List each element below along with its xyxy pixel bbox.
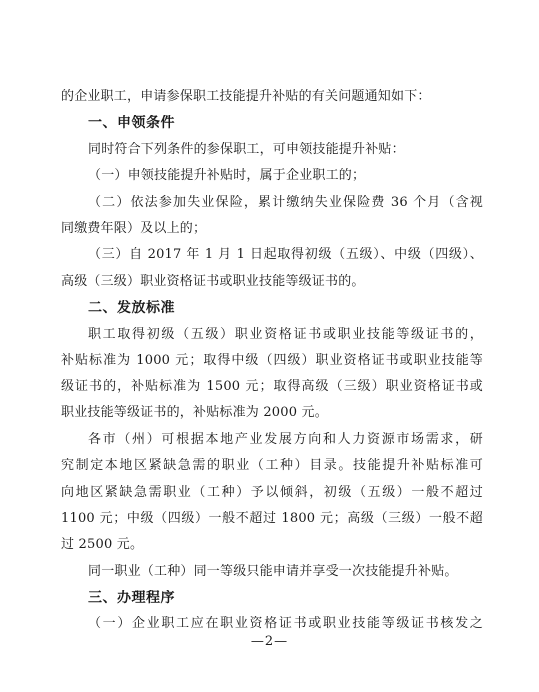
body-line: 1100 元；中级（四级）一般不超过 1800 元；高级（三级）一般不超 [61, 511, 483, 526]
body-line: 级证书的，补贴标准为 1500 元；取得高级（三级）职业资格证书或 [61, 379, 483, 394]
body-line: 过 2500 元。 [61, 537, 144, 552]
body-line: 职业技能等级证书的，补贴标准为 2000 元。 [61, 405, 328, 420]
body-line: 职工取得初级（五级）职业资格证书或职业技能等级证书的， [88, 327, 483, 342]
page-number: —2— [250, 634, 289, 649]
body-line: 补贴标准为 1000 元；取得中级（四级）职业资格证书或职业技能等 [61, 353, 483, 368]
list-item: （二）依法参加失业保险，累计缴纳失业保险费 36 个月（含视 [88, 195, 483, 210]
body-line: 同时符合下列条件的参保职工，可申领技能提升补贴： [88, 142, 405, 157]
list-item: （一）企业职工应在职业资格证书或职业技能等级证书核发之 [88, 616, 483, 631]
body-line: 同一职业（工种）同一等级只能申请并享受一次技能提升补贴。 [88, 564, 458, 579]
body-line: 同缴费年限）及以上的； [61, 221, 207, 236]
list-item: （一）申领技能提升补贴时，属于企业职工的； [88, 168, 366, 183]
body-line: 各市（州）可根据本地产业发展方向和人力资源市场需求，研 [88, 432, 483, 447]
section-heading-standards: 二、发放标准 [88, 300, 175, 316]
body-line: 究制定本地区紧缺急需的职业（工种）目录。技能提升补贴标准可 [61, 458, 483, 473]
body-line: 的企业职工，申请参保职工技能提升补贴的有关问题通知如下： [61, 89, 431, 104]
section-heading-procedure: 三、办理程序 [88, 590, 175, 606]
section-heading-conditions: 一、申领条件 [88, 115, 175, 131]
body-line: 高级（三级）职业资格证书或职业技能等级证书的。 [61, 274, 365, 289]
body-line: 向地区紧缺急需职业（工种）予以倾斜，初级（五级）一般不超过 [61, 485, 483, 500]
list-item: （三）自 2017 年 1 月 1 日起取得初级（五级）、中级（四级）、 [88, 247, 483, 262]
